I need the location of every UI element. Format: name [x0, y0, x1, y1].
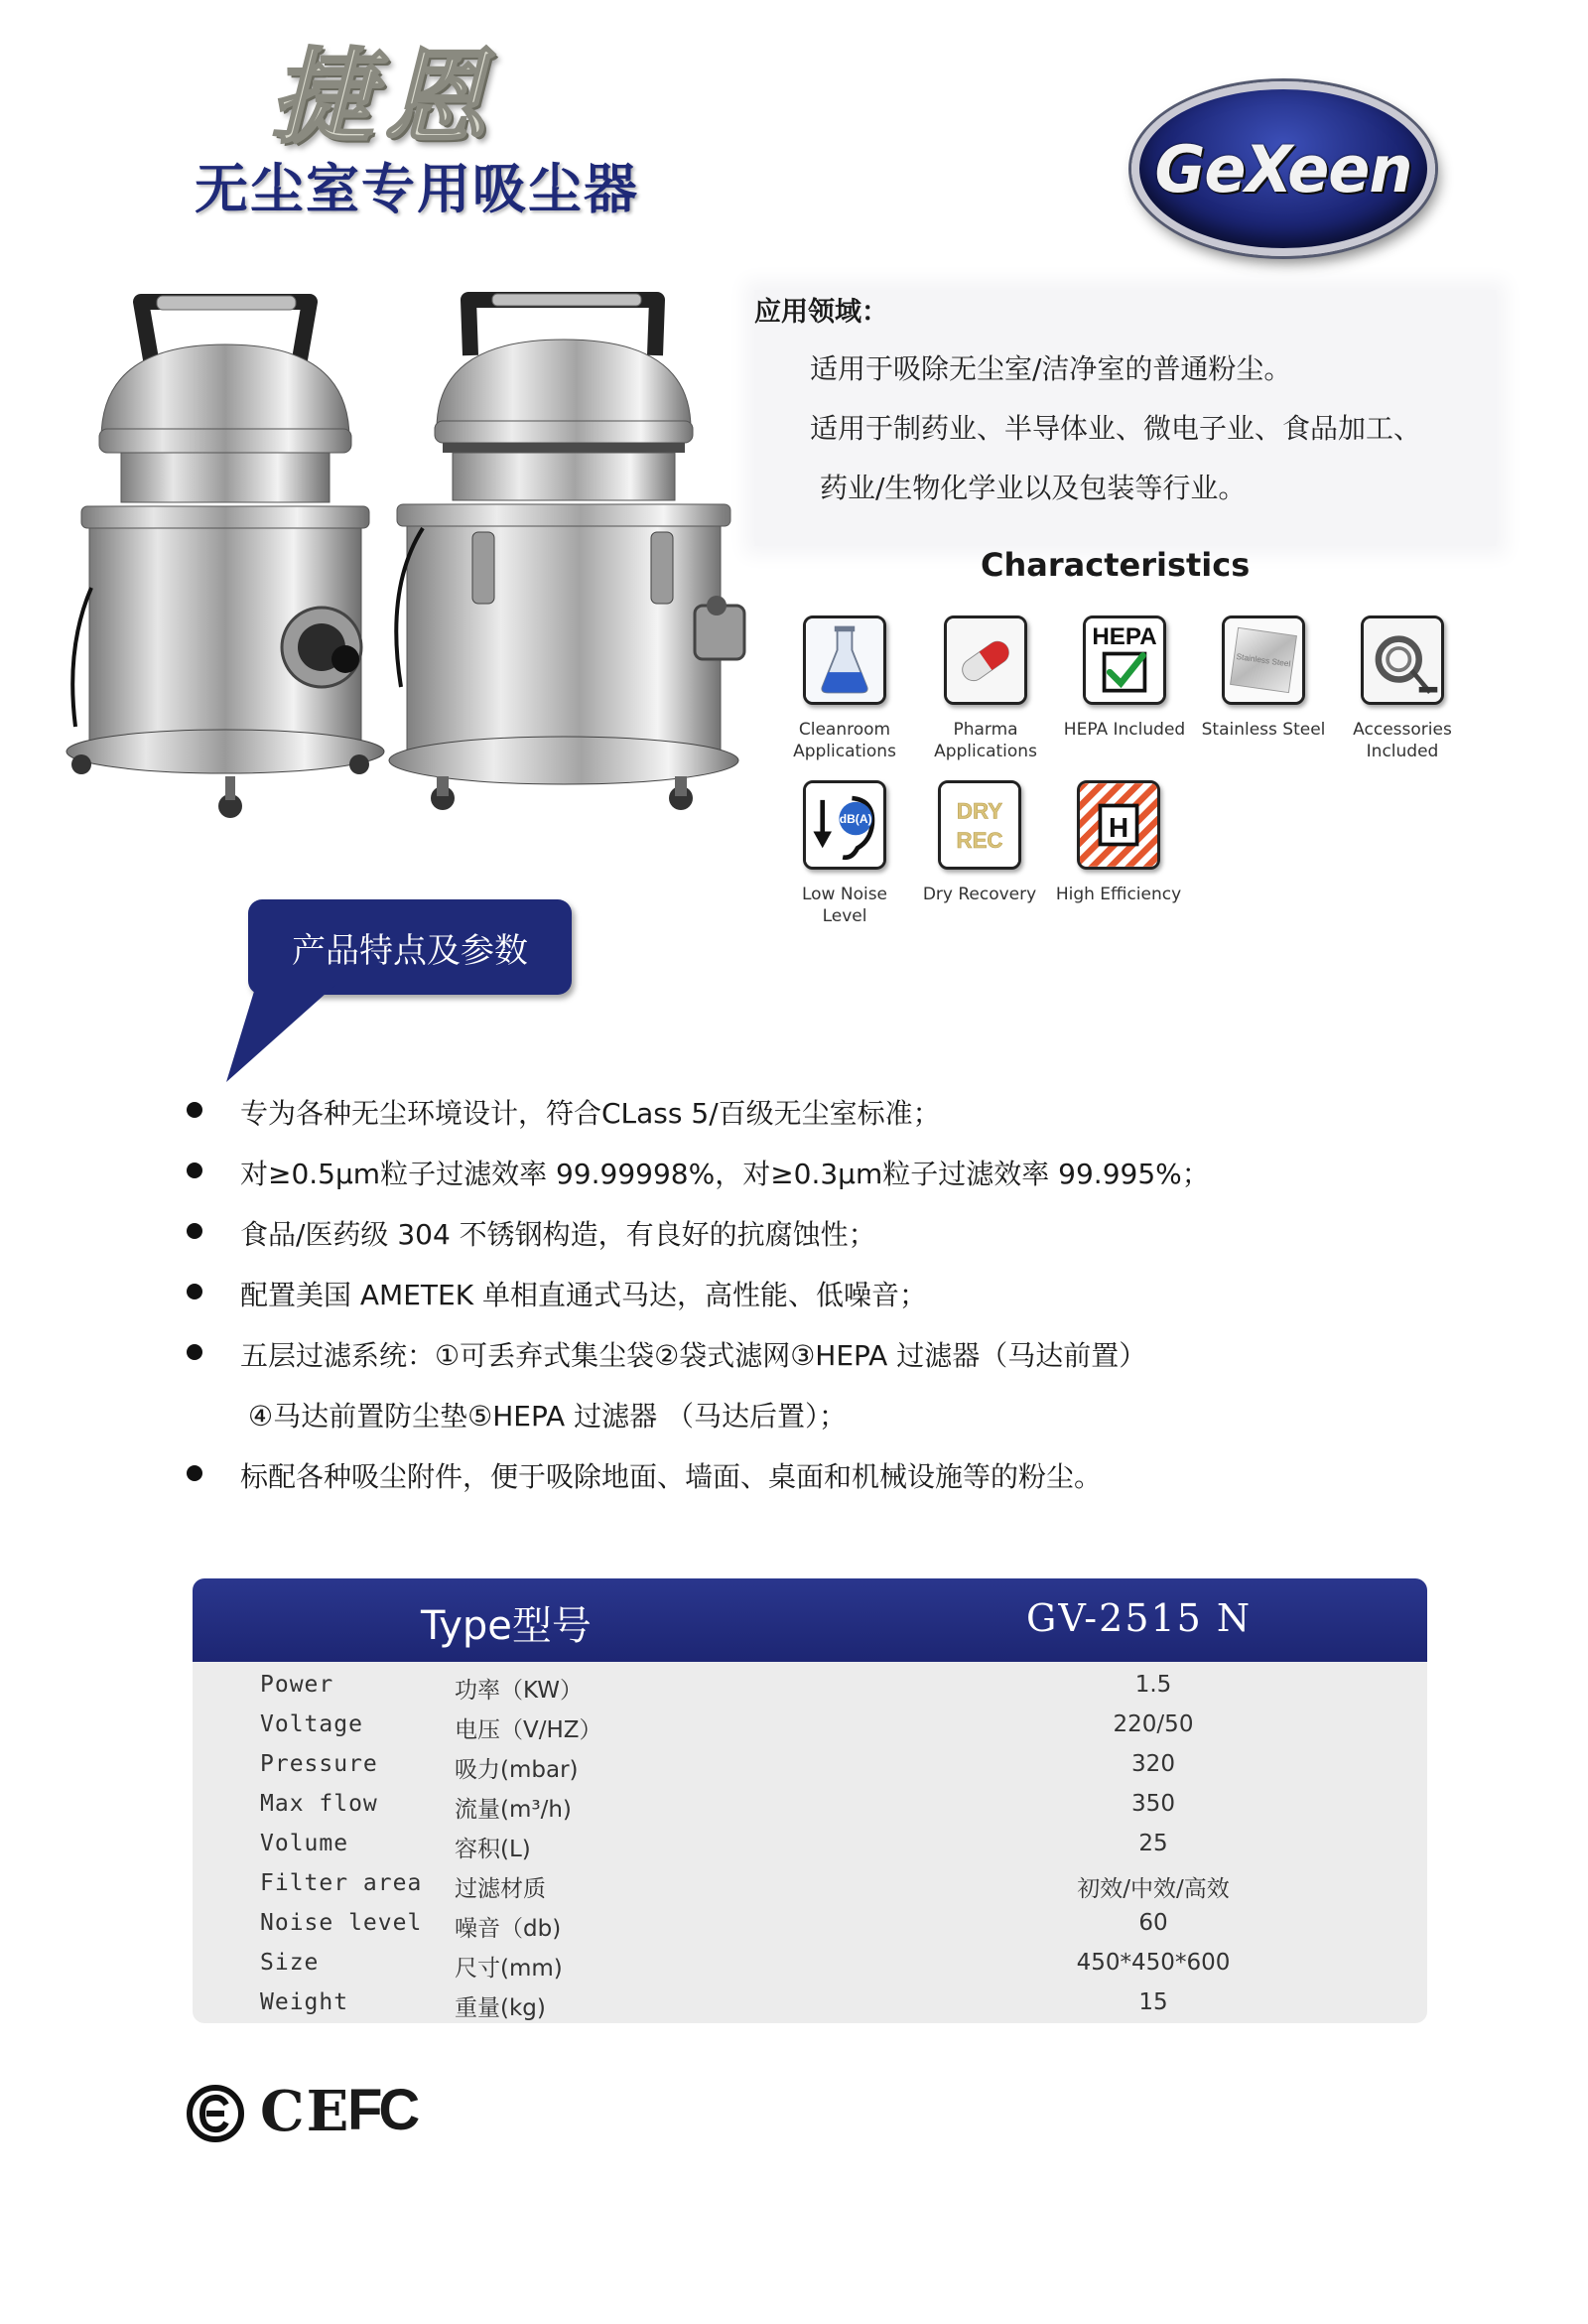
- spec-name-en: Voltage: [260, 1711, 363, 1737]
- feature-text: 五层过滤系统：①可丢弃式集尘袋②袋式滤网③HEPA 过滤器（马达前置）: [240, 1339, 1147, 1372]
- spec-name-en: Max flow: [260, 1791, 378, 1817]
- capsule-icon: [944, 615, 1027, 705]
- spec-name-cn: 电压（V/HZ）: [455, 1717, 602, 1743]
- characteristic-label: Applications: [793, 742, 896, 761]
- fcc-mark: FC: [347, 2078, 417, 2142]
- section-badge-text: 产品特点及参数: [292, 930, 528, 971]
- hepa-icon-text: HEPA: [1092, 623, 1157, 651]
- table-row: [193, 1745, 1427, 1785]
- characteristic-label: Stainless Steel: [1201, 720, 1326, 740]
- table-row: [193, 1944, 1427, 1983]
- stainless-steel-icon: [1222, 615, 1305, 705]
- dry-icon-text: DRY: [956, 798, 1003, 824]
- product-photo-right: [383, 290, 760, 826]
- table-row: [193, 1706, 1427, 1745]
- application-line: 适用于制药业、半导体业、微电子业、食品加工、: [810, 412, 1422, 445]
- section-badge: [248, 899, 572, 995]
- table-row: [193, 1904, 1427, 1944]
- high-efficiency-icon: [1077, 780, 1160, 870]
- bullet-icon: [187, 1344, 202, 1360]
- characteristic-stainless: [1199, 615, 1328, 741]
- spec-name-en: Filter area: [260, 1870, 423, 1896]
- table-row: [193, 1864, 1427, 1904]
- spec-name-en: Weight: [260, 1989, 349, 2015]
- spec-value: 25: [1138, 1831, 1168, 1856]
- model-number: GV-2515 N: [1026, 1596, 1253, 1640]
- spec-name-en: Noise level: [260, 1910, 423, 1936]
- etl-certification-icon: [185, 2083, 246, 2144]
- spec-name-cn: 噪音（db): [455, 1916, 562, 1942]
- characteristic-label: Applications: [934, 742, 1037, 761]
- characteristic-pharma: [921, 615, 1050, 762]
- characteristic-label: HEPA Included: [1063, 720, 1186, 740]
- application-title: 应用领域：: [754, 297, 888, 328]
- characteristic-dry-recovery: [915, 780, 1044, 905]
- spec-table-header: [193, 1578, 1427, 1662]
- spec-name-cn: 功率（KW）: [455, 1678, 584, 1704]
- spec-name-cn: 过滤材质: [455, 1876, 546, 1902]
- page-title: 无尘室专用吸尘器: [195, 158, 639, 220]
- feature-text-continued: ④马达前置防尘垫⑤HEPA 过滤器 （马达后置）；: [248, 1400, 848, 1433]
- spec-name-en: Volume: [260, 1831, 349, 1856]
- characteristic-label: Cleanroom: [798, 720, 891, 740]
- table-row: [193, 1825, 1427, 1864]
- spec-value: 220/50: [1113, 1711, 1194, 1737]
- spec-name-cn: 流量(m³/h): [455, 1797, 572, 1823]
- spec-name-cn: 吸力(mbar): [455, 1757, 579, 1783]
- logo-text: GeXeen: [1154, 130, 1412, 207]
- brand-chinese-logo: 捷恩: [270, 36, 497, 158]
- characteristic-label: Dry Recovery: [922, 885, 1037, 904]
- feature-text: 专为各种无尘环境设计，符合CLass 5/百级无尘室标准；: [240, 1097, 941, 1130]
- high-efficiency-icon-text: H: [1108, 812, 1129, 844]
- dry-recovery-icon: [938, 780, 1021, 870]
- characteristic-hepa: [1060, 615, 1189, 741]
- spec-value: 初效/中效/高效: [1077, 1876, 1230, 1902]
- bullet-icon: [187, 1465, 202, 1481]
- spec-name-cn: 尺寸(mm): [455, 1956, 563, 1982]
- feature-text: 食品/医药级 304 不锈钢构造，有良好的抗腐蚀性；: [240, 1218, 876, 1251]
- spec-name-en: Power: [260, 1672, 334, 1698]
- ce-mark: CE: [260, 2079, 351, 2144]
- stainless-icon-text: Stainless Steel: [1236, 650, 1292, 669]
- application-area: [754, 290, 1497, 546]
- spec-name-cn: 重量(kg): [455, 1995, 546, 2021]
- characteristic-label: Pharma: [953, 720, 1018, 740]
- spec-table: [193, 1578, 1427, 2023]
- characteristic-label: Accessories: [1353, 720, 1452, 740]
- characteristics-title: Characteristics: [981, 546, 1251, 584]
- feature-text: 对≥0.5μm粒子过滤效率 99.99998%，对≥0.3μm粒子过滤效率 99.995%；: [240, 1158, 1210, 1190]
- bullet-icon: [187, 1223, 202, 1239]
- table-row: [193, 1666, 1427, 1706]
- gexeen-logo: [1131, 81, 1435, 256]
- rec-icon-text: REC: [956, 828, 1003, 854]
- characteristic-accessories: [1338, 615, 1467, 762]
- type-label: Type型号: [421, 1603, 592, 1649]
- spec-name-en: Size: [260, 1950, 320, 1976]
- feature-text: 配置美国 AMETEK 单相直通式马达，高性能、低噪音；: [240, 1279, 927, 1311]
- accessories-hose-icon: [1361, 615, 1444, 705]
- feature-text: 标配各种吸尘附件，便于吸除地面、墙面、桌面和机械设施等的粉尘。: [240, 1460, 1103, 1493]
- bullet-icon: [187, 1284, 202, 1299]
- table-row: [193, 1785, 1427, 1825]
- characteristic-high-efficiency: [1054, 780, 1183, 905]
- characteristic-label: High Efficiency: [1055, 885, 1182, 904]
- badge-tail: [226, 985, 345, 1084]
- low-noise-icon: [803, 780, 886, 870]
- spec-name-cn: 容积(L): [455, 1837, 531, 1862]
- application-line: 药业/生物化学业以及包装等行业。: [820, 472, 1247, 504]
- characteristic-low-noise: [780, 780, 909, 927]
- characteristic-label: Included: [1366, 742, 1439, 761]
- table-row: [193, 1983, 1427, 2023]
- hepa-icon: [1083, 615, 1166, 705]
- spec-name-en: Pressure: [260, 1751, 378, 1777]
- bullet-icon: [187, 1162, 202, 1178]
- spec-value: 320: [1131, 1751, 1175, 1777]
- spec-value: 350: [1131, 1791, 1175, 1817]
- characteristic-cleanroom: [780, 615, 909, 762]
- low-noise-icon-text: dB(A): [839, 812, 872, 827]
- spec-value: 1.5: [1134, 1672, 1172, 1698]
- spec-value: 15: [1138, 1989, 1168, 2015]
- bullet-icon: [187, 1102, 202, 1118]
- application-line: 适用于吸除无尘室/洁净室的普通粉尘。: [810, 352, 1292, 385]
- product-photo-left: [62, 290, 389, 826]
- spec-value: 450*450*600: [1076, 1950, 1231, 1976]
- flask-icon: [803, 615, 886, 705]
- characteristic-label: Low Noise Level: [801, 885, 888, 926]
- spec-value: 60: [1138, 1910, 1168, 1936]
